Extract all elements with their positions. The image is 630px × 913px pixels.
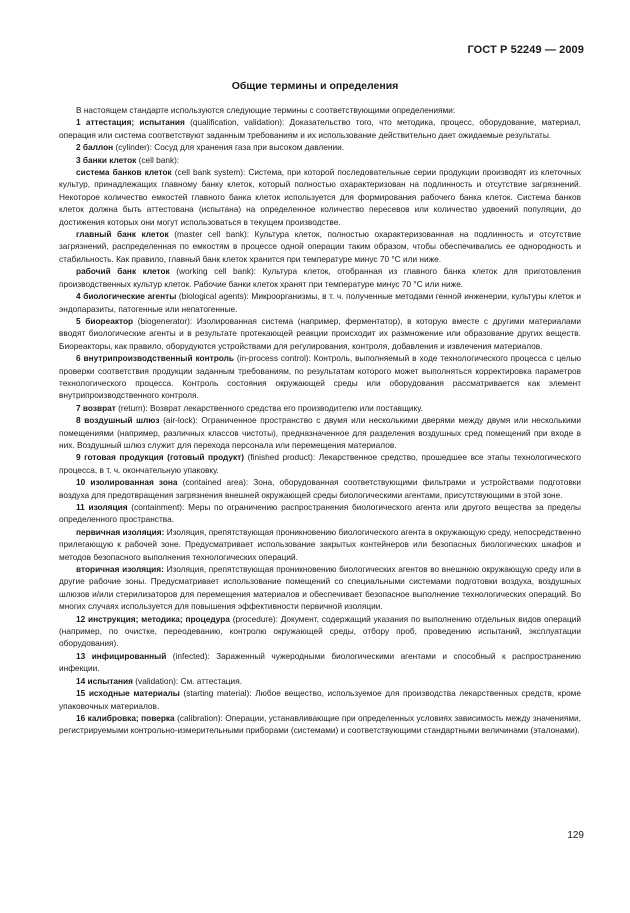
definition-text: (return): Возврат лекарственного средства его производителю или поставщику.: [115, 402, 423, 413]
definition-entry: [59, 613, 581, 650]
definitions-body: [59, 104, 581, 737]
definition-term: 16 калибровка; поверка: [76, 712, 175, 723]
definition-entry: [59, 563, 581, 613]
definition-text: Изоляция, препятствующая проникновению биологических агентов во внешнюю окружающую среду или в другие рабочие зоны. Предусматривает использование помещений со специальными системами подготовки воздуха, воздушных шлюзов и/или стерилизаторов для перемещения материалов и обеспечивает безопасное выполнение технологических операций. Во многих случаях используется для повышения эффективности первичной изоляции.: [59, 564, 581, 612]
definition-entry: [59, 526, 581, 563]
definition-entry: [59, 650, 581, 675]
definition-text: (procedure): Документ, содержащий указания по выполнению отдельных видов операций (например, по очистке, переодеванию, контролю окружающей среды, отбору проб, проведению испытаний, эксплуатации оборудования).: [59, 613, 581, 649]
definition-text: (cell bank system): Система, при которой последовательные серии продукции производят из клеточных культур, принадлежащих главному банку клеток, который полностью охарактеризован на подлинность и отсутствие загрязнений. Некоторое количество емкостей главного банка клеток используется для формирования рабочего банка клеток. Система банков клеток должна быть аттестована (испытана) на определенное количество пересевов или количество удвоений популяции, до достижения которых они могут использоваться в текущем производстве.: [59, 167, 581, 227]
definition-term: главный банк клеток: [76, 229, 169, 240]
definition-text: (cell bank):: [136, 154, 180, 165]
standard-code: ГОСТ Р 52249 — 2009: [467, 44, 584, 56]
definition-term: рабочий банк клеток: [76, 266, 170, 277]
definition-entry: [59, 501, 581, 526]
definition-term: система банков клеток: [76, 167, 172, 178]
definition-term: 1 аттестация; испытания: [76, 117, 185, 128]
definition-entry: [59, 166, 581, 228]
definition-term: 6 внутрипроизводственный контроль: [76, 353, 234, 364]
definition-entry: [59, 154, 581, 166]
definition-term: 7 возврат: [76, 402, 116, 413]
definition-term: 9 готовая продукция (готовый продукт): [76, 452, 245, 463]
definition-term: 14 испытания: [76, 675, 133, 686]
definition-term: 2 баллон: [76, 142, 114, 153]
definition-term: 5 биореактор: [76, 315, 134, 326]
definition-entry: [59, 290, 581, 315]
section-title: Общие термины и определения: [231, 80, 399, 92]
definition-text: (cylinder): Сосуд для хранения газа при высоком давлении.: [113, 142, 345, 153]
definition-entry: [59, 352, 581, 402]
definition-entry: [59, 687, 581, 712]
definition-text: (calibration): Операции, устанавливающие при определенных условиях зависимость между значениями, регистрируемыми контрольно-измерительными приборами (системами) и соответствующими стандартными величинами (эталонами).: [59, 712, 581, 736]
definition-term: первичная изоляция:: [76, 526, 165, 537]
definition-text: (starting material): Любое вещество, используемое для производства лекарственных средств, кроме упаковочных материалов.: [59, 688, 582, 711]
definition-entry: [59, 451, 581, 476]
definition-entry: [59, 265, 581, 290]
definition-term: 12 инструкция; методика; процедура: [76, 613, 230, 624]
definition-text: (air-lock): Ограниченное пространство с двумя или несколькими дверями между двумя или несколькими помещениями (например, различных классов чистоты), предназначенное для разделения воздушных сред помещений при входе в них. Воздушный шлюз служит для перехода персонала или перемещения материалов.: [59, 415, 581, 450]
definition-text: Изоляция, препятствующая проникновению биологического агента в окружающую среду, непосредственно прилегающую к рабочей зоне. Предусматривает использование закрытых контейнеров или безопасных биологических шкафов и методов безопасного выполнения технологических операций.: [59, 526, 582, 562]
definition-text: (in-process control): Контроль, выполняемый в ходе технологического процесса с целью проверки соответствия продукции заданным требованиям, по результатам которого может выполняться корректировка параметров технологического процесса. Контроль состояния окружающей среды или оборудования рассматривается как элемент внутрипроизводственного контроля.: [59, 353, 581, 401]
definition-text: (containment): Меры по ограничению распространения биологического агента или другого вещества за пределы определенного пространства.: [59, 502, 581, 525]
definition-term: 15 исходные материалы: [76, 688, 180, 699]
definition-text: (finished product): Лекарственное средство, прошедшее все этапы технологического процесса, в т. ч. окончательную упаковку.: [59, 452, 581, 475]
definition-entry: [59, 414, 581, 451]
definition-term: 13 инфицированный: [76, 650, 167, 661]
definition-entry: [59, 402, 581, 414]
definition-term: 11 изоляция: [76, 502, 128, 512]
definition-text: (infected): Зараженный чужеродными биологическими агентами и способный к распространению инфекции.: [59, 650, 581, 674]
definition-text: (qualification, validation): Доказательство того, что методика, процесс, оборудование, материал, операция или система соответствуют заданным требованиям и их использование действительно дает ожидаемые результаты.: [59, 117, 581, 140]
definition-text: (working cell bank): Культура клеток, отобранная из главного банка клеток для приготовления производственных культур клеток. Рабочие банки клеток хранят при температуре минус 70 °С или ниже.: [59, 266, 582, 289]
definition-term: 4 биологические агенты: [76, 291, 177, 302]
definition-entry: [59, 675, 581, 687]
definition-text: (biological agents): Микроорганизмы, в т. ч. полученные методами генной инженерии, культуры клеток и эндопаразиты, патогенные или непатогенные.: [59, 291, 581, 314]
definition-term: 8 воздушный шлюз: [76, 415, 160, 426]
definition-text: (validation): См. аттестация.: [132, 675, 242, 686]
definition-entry: [59, 476, 581, 501]
definition-term: 3 банки клеток: [76, 154, 137, 165]
intro-paragraph: В настоящем стандарте используются следующие термины с соответствующими определениями:: [76, 105, 456, 115]
page-number: 129: [567, 830, 584, 841]
definition-entry: [59, 228, 581, 265]
definition-text: (biogenerator): Изолированная система (например, ферментатор), в которую вместе с другими материалами вводят биологические агенты и в результате протекающей реакции происходит их размножение или образование других веществ. Биореакторы, как правило, оборудуются устройствами для регулирования, контроля, добавления и извлечения материалов.: [59, 315, 581, 351]
definition-entry: [59, 116, 581, 141]
definition-entry: [59, 315, 581, 352]
definition-text: (master cell bank): Культура клеток, полностью охарактеризованная на подлинность и отсутствие загрязнений, распределенная по емкостям в процессе одной операции таким образом, чтобы обеспечивались ее однородность и стабильность. Как правило, главный банк клеток хранится при температуре минус 70 °С или ниже.: [59, 229, 581, 264]
definition-entry: [59, 141, 581, 153]
definition-term: 10 изолированная зона: [76, 477, 178, 488]
definition-term: вторичная изоляция:: [76, 564, 164, 575]
definition-entry: [59, 712, 581, 737]
definition-text: (contained area): Зона, оборудованная соответствующими фильтрами и устройствами подготовки воздуха для предотвращения загрязнения внешней окружающей среды биологическими агентами, присутствующими в этой зоне.: [59, 477, 581, 500]
